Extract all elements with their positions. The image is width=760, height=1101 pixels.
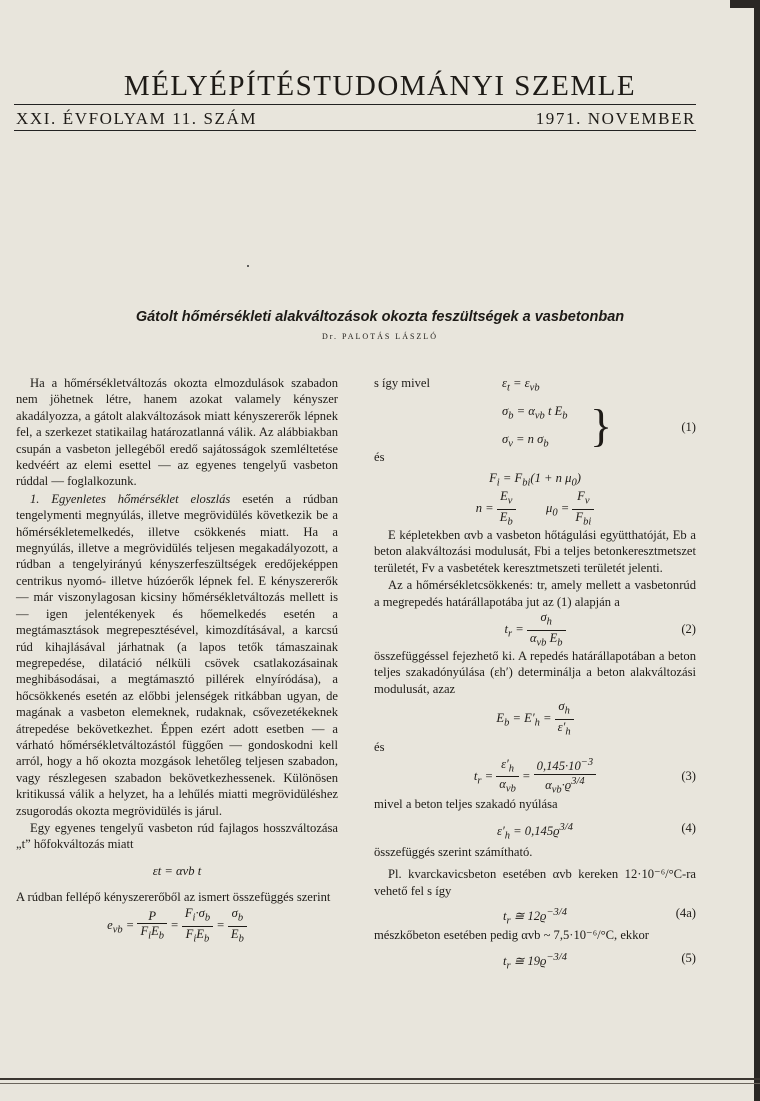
paragraph: összefüggéssel fejezhető ki. A repedés határállapotában a beton teljes szakadónyúlása (εh′) determinálja a beton alakváltozási modulusát, azaz: [374, 649, 696, 696]
paragraph: mivel a beton teljes szakadó nyúlása: [374, 796, 558, 811]
page-bottom-rule-thin: [0, 1083, 760, 1084]
header-rule-top: [14, 104, 696, 105]
section-heading: 1. Egyenletes hőmérséklet eloszlás: [30, 491, 231, 506]
header-rule-bottom: [14, 130, 696, 131]
formula-crack-temperature: $t_r$ = $\frac{\sigma_h}{\alpha_{vb} E_b}$ (2): [504, 610, 696, 649]
formula-crack-temperature-2: $t_r$ = $\frac{\varepsilon'_h}{\alpha_{vb}}$ = $\frac{0,145\cdot 10^{-3}}{\alpha_{vb}\cdot ϱ^{3/4}}$ (3): [473, 756, 696, 796]
paragraph: összefüggés szerint számítható.: [374, 845, 533, 860]
text-fragment: és: [374, 740, 385, 755]
formula-force: $F_i = F_{bi}(1 + n$ $\mu_0$): [489, 471, 581, 489]
scan-speck: [247, 265, 249, 267]
paragraph: 1. Egyenletes hőmérséklet eloszlás esetén a rúdban tengelymenti megnyúlás, illetve megrövidülés következik be a hőmérsékletemelkedés, illetve csökkenés miatt. Ha a megnyúlás, illetve a megrövidülés teljesen megakadályozott, a rúdban a tengelyirányú kényszerfeszültségek eredőjeképpen centrikus nyomó- illetve húzóerők lépnek fel. E kényszererők — már viszonylagosan kicsiny hőmérsékletváltozás mellett is — igen jelentékenyek és hőemelkedés esetén a megtámasztások megrepesztésével, kimozdításával, a karcsú rúd kihajlásával járhatnak (a lapos tetők támaszainak megrepedése, dilatáció nélküli csövek csatlakozásainak meghibásodásai, a megtámasztó pillérek elnyíródása), a hőcsökkenés esetén az előbbi jelenségek ritkábban ugyan, de magának a vasbeton elemeknek, rudaknak, csővezetékeknek átrepedése bekövetkezhet. Éppen ezért adott esetben — a várható hőmérsékletváltozástól függően — gondoskodni kell arról, hogy a hő okozta mozgások lehetőleg teljesen szabadon, vagy részlegesen szabadon bekövetkezhessenek. Különösen kritikussá válik a helyzet, ha a lehűlés miatti megrövidüléshez zsugorodás okozta megrövidülés is járul.: [16, 491, 338, 818]
formula-ultimate-strain: $\varepsilon'_h = 0,145ϱ^{3/4}$ (4): [374, 812, 696, 844]
formula-modulus: $E_b = E'_h$ = $\frac{\sigma_h}{\varepsilon'_h}$: [374, 697, 696, 739]
right-column: [374, 375, 696, 972]
issue-volume: XXI. ÉVFOLYAM 11. SZÁM: [16, 109, 258, 128]
article-author: Dr. PALOTÁS LÁSZLÓ: [322, 332, 438, 341]
paragraph: E képletekben αvb a vasbeton hőtágulási együtthatóját, Eb a beton alakváltozási modulusát, Fbi a teljes betonkeresztmetszet területét, Fv a vasbetétek keresztmetszeti területét jelenti.: [374, 528, 696, 575]
issue-date: 1971. NOVEMBER: [535, 109, 696, 128]
equation-number: (4a): [675, 906, 696, 921]
text-fragment: és: [374, 450, 385, 464]
paragraph: Az a hőmérsékletcsökkenés: tr, amely mellett a vasbetonrúd a megrepedés határállapotába jut az (1) alapján a: [374, 578, 696, 609]
scan-edge: [754, 0, 760, 1101]
scan-edge-top: [730, 0, 760, 8]
page-bottom-rule: [0, 1078, 760, 1080]
formula-thermal-strain: εt = αvb t: [152, 863, 202, 878]
formula-strain-force: $e_{vb}$ = $\frac{P}{F_iE_b}$ = $\frac{F_i\cdot\sigma_b}{F_iE_b}$ = $\frac{\sigma_b}{E_b}$: [16, 905, 338, 945]
brace: }: [590, 400, 613, 451]
text-fragment: s így mivel: [374, 376, 430, 390]
issue-line: [16, 109, 696, 129]
equation-number: (4): [681, 821, 696, 836]
paragraph: mészkőbeton esetében pedig αvb ~ 7,5·10⁻⁶/°C, ekkor: [374, 928, 650, 943]
equation-number: (5): [681, 950, 696, 965]
formula-limestone: $t_r$ ≅ $19ϱ^{-3/4}$ (5): [374, 944, 696, 972]
equation-number: (3): [681, 768, 696, 783]
paragraph: Egy egyenes tengelyű vasbeton rúd fajlagos hosszváltozása „t” hőfokváltozás miatt: [16, 820, 338, 852]
formula-ratios: n = $\frac{E_v}{E_b}$ $\mu_0$ = $\frac{F_v}{F_{bi}}$: [374, 489, 696, 527]
left-column: [16, 375, 338, 945]
paragraph: A rúdban fellépő kényszererőből az ismert összefüggés szerint: [16, 889, 331, 904]
paragraph: Ha a hőmérsékletváltozás okozta elmozdulások szabadon nem jöhetnek létre, hanem azokat valamely kényszer akadályozza, a gátolt alakváltozások miatt kényszererők lépnek fel, a szerkezet statikailag határozatlanná válik. Az alábbiakban csupán a vasbeton jellegéből eredő sajátosságok szemléltetése kedvéért az elemi esettel — az egyenes tengelyű vasbeton rúddal — foglalkozunk.: [16, 376, 338, 489]
equation-number: (2): [681, 622, 696, 637]
journal-title: MÉLYÉPÍTÉSTUDOMÁNYI SZEMLE: [123, 70, 637, 102]
equation-number: (1): [681, 420, 696, 434]
paragraph: Pl. kvarckavicsbeton esetében αvb kereken 12·10⁻⁶/°C-ra vehető fel s így: [374, 867, 696, 898]
equation-system-1: s így mivel $\varepsilon_t = \varepsilon_{vb}$ $\sigma_b = \alpha_{vb}$ t $E_b$ $\sigma_v = n$ $\sigma_b$ } és (1): [374, 376, 696, 464]
formula-quartz: $t_r$ ≅ $12ϱ^{-3/4}$ (4a): [374, 899, 696, 927]
article-title: Gátolt hőmérsékleti alakváltozások okozta feszültségek a vasbetonban: [135, 309, 625, 325]
